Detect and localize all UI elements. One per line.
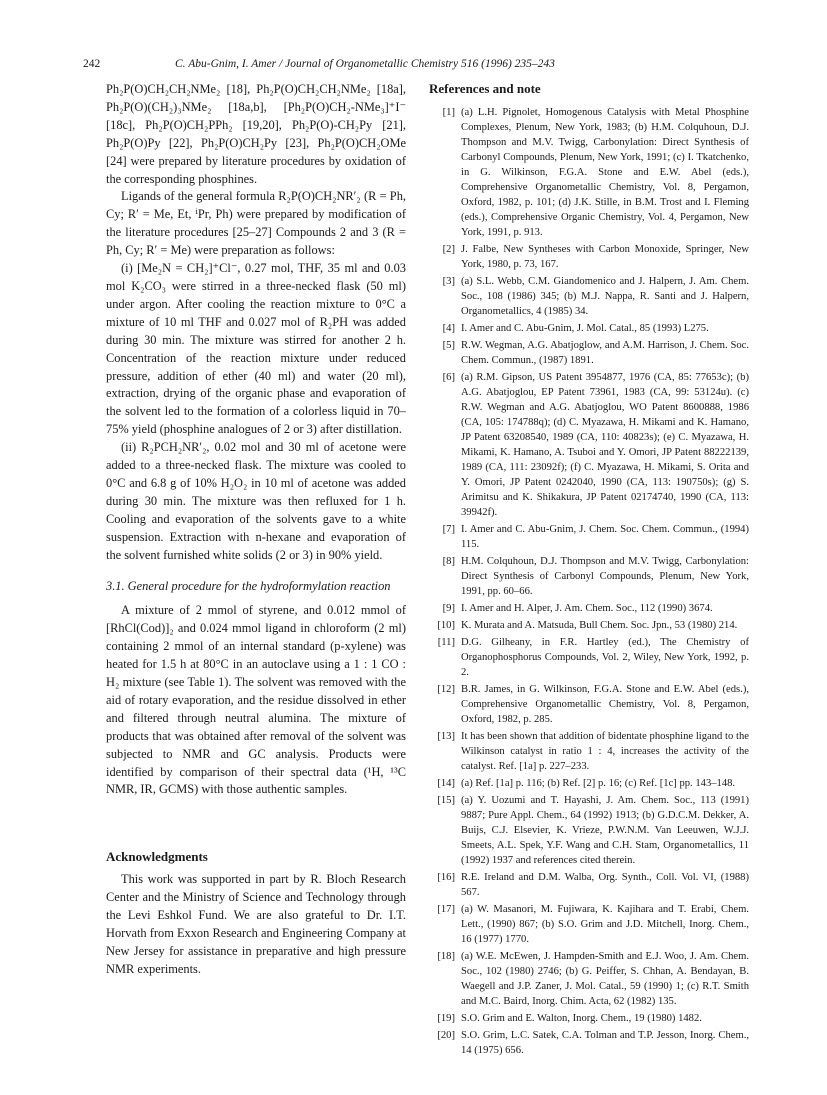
reference-text: R.W. Wegman, A.G. Abatjoglow, and A.M. Harrison, J. Chem. Soc. Chem. Commun., (1987) 1891.	[461, 340, 749, 366]
reference-item	[429, 682, 749, 727]
reference-number: [15]	[437, 795, 455, 806]
reference-text: (a) Ref. [1a] p. 116; (b) Ref. [2] p. 16; (c) Ref. [1c] pp. 143–148.	[461, 778, 736, 789]
reference-text: J. Falbe, New Syntheses with Carbon Monoxide, Springer, New York, 1980, p. 73, 167.	[461, 244, 749, 270]
reference-number: [7]	[442, 524, 455, 535]
running-head: C. Abu-Gnim, I. Amer / Journal of Organometallic Chemistry 516 (1996) 235–243	[175, 58, 555, 70]
right-column	[429, 81, 749, 1060]
acknowledgments-heading: Acknowledgments	[106, 849, 208, 865]
reference-number: [3]	[442, 276, 455, 287]
reference-number: [12]	[437, 684, 455, 695]
reference-list	[429, 105, 749, 1058]
reference-item	[429, 242, 749, 272]
acknowledgments-paragraph: This work was supported in part by R. Bloch Research Center and the Ministry of Science and Technology through the Levi Eshkol Fund. We are also grateful to Dr. I.T. Horvath from Exxon Research and Engineering Company at New Jersey for assistance in preparative and high pressure NMR experiments.	[106, 872, 406, 976]
reference-number: [5]	[442, 340, 455, 351]
reference-item	[429, 338, 749, 368]
section-heading: 3.1. General procedure for the hydroformylation reaction	[106, 579, 391, 594]
reference-number: [13]	[437, 731, 455, 742]
reference-text: D.G. Gilheany, in F.R. Hartley (ed.), The Chemistry of Organophosphorus Compounds, Vol. 2, Wiley, New York, 1992, p. 2.	[461, 637, 749, 678]
reference-item	[429, 635, 749, 680]
reference-number: [1]	[442, 107, 455, 118]
reference-text: H.M. Colquhoun, D.J. Thompson and M.V. Twigg, Carbonylation: Direct Synthesis of Carbonyl Compounds, Plenum, New York, 1991, pp. 60–66.	[461, 556, 749, 597]
reference-item	[429, 370, 749, 520]
reference-item	[429, 274, 749, 319]
reference-text: R.E. Ireland and D.M. Walba, Org. Synth., Coll. Vol. VI, (1988) 567.	[461, 872, 749, 898]
reference-number: [6]	[442, 372, 455, 383]
references-heading: References and note	[429, 81, 541, 96]
reference-item	[429, 902, 749, 947]
reference-text: (a) Y. Uozumi and T. Hayashi, J. Am. Chem. Soc., 113 (1991) 9887; Pure Appl. Chem., 64 (1992) 1913; (b) G.D.C.M. Dekker, A. Buijs, C.J. Elsevier, K. Vrieze, P.W.N.M. Van Leeuwen, W.J.J. Smeets, A.L. Spek, Y.F. Wang and C.H. Stam, Organometallics, 11 (1992) 1937 and references cited therein.	[461, 795, 749, 866]
reference-text: (a) S.L. Webb, C.M. Giandomenico and J. Halpern, J. Am. Chem. Soc., 108 (1986) 345; (b) M.J. Nappa, R. Santi and J. Halpern, Organometallics, 4 (1985) 34.	[461, 276, 749, 317]
reference-text: K. Murata and A. Matsuda, Bull Chem. Soc. Jpn., 53 (1980) 214.	[461, 620, 738, 631]
reference-text: It has been shown that addition of bidentate phosphine ligand to the Wilkinson catalyst in ratio 1 : 4, increases the activity of the catalyst. Ref. [1a] p. 227–233.	[461, 731, 749, 772]
reference-item	[429, 776, 749, 791]
reference-number: [20]	[437, 1030, 455, 1041]
reference-number: [16]	[437, 872, 455, 883]
reference-text: (a) W. Masanori, M. Fujiwara, K. Kajihara and T. Erabi, Chem. Lett., (1990) 867; (b) S.O. Grim and J.D. Mitchell, Inorg. Chem., 16 (1977) 1770.	[461, 904, 749, 945]
reference-item	[429, 793, 749, 868]
reference-number: [2]	[442, 244, 455, 255]
reference-text: (a) R.M. Gipson, US Patent 3954877, 1976 (CA, 85: 77653c); (b) A.G. Abatjoglou, EP Patent 73961, 1983 (CA, 99: 53124u). (c) R.W. Wegman and A.G. Abatjoglou, WO Patent 8600888, 1986 (CA, 105: 174788q); (d) C. Myazawa, H. Mikami and K. Hamano, JP Patent 63208540, 1989 (CA, 110: 40823s); (e) C. Myazawa, H. Mikami, K. Hamano, A. Tsuboi and Y. Omori, JP Patent 88222139, 1989 (CA, 111: 23092f); (f) C. Myazawa, H. Mikami, S. Orita and Y. Omori, JP Patent 0242040, 1990 (CA, 113: 190750s); (g) S. Arimitsu and K. Shikakura, JP Patent 02174740, 1990 (CA, 113: 39942f).	[461, 372, 749, 518]
reference-number: [19]	[437, 1013, 455, 1024]
reference-text: I. Amer and C. Abu-Gnim, J. Mol. Catal., 85 (1993) L275.	[461, 323, 709, 334]
ligand-paragraph: Ligands of the general formula R₂P(O)CH₂NR′₂ (R = Ph, Cy; R′ = Me, Et, ⁱPr, Ph) were prepared by modification of the literature procedures [25–27] Compounds 2 and 3 (R = Ph, Cy; R′ = Me) were preparation as follows:	[106, 189, 406, 258]
reference-item	[429, 601, 749, 616]
reference-item	[429, 321, 749, 336]
left-column	[106, 81, 406, 979]
reference-number: [11]	[437, 637, 455, 648]
reference-number: [9]	[442, 603, 455, 614]
reference-text: B.R. James, in G. Wilkinson, F.G.A. Stone and E.W. Abel (eds.), Comprehensive Organometallic Chemistry, Vol. 8, Pergamon, Oxford, 1982, p. 285.	[461, 684, 749, 725]
reference-text: (a) W.E. McEwen, J. Hampden-Smith and E.J. Woo, J. Am. Chem. Soc., 102 (1980) 2746; (b) G. Peiffer, S. Chhan, A. Bendayan, B. Waegell and J.P. Zaner, J. Mol. Catal., 59 (1990) 1; (c) R.T. Smith and M.C. Baird, Inorg. Chim. Acta, 62 (1982) 135.	[461, 951, 749, 1007]
reference-number: [14]	[437, 778, 455, 789]
page-number: 242	[83, 58, 101, 70]
reference-item	[429, 1011, 749, 1026]
reference-number: [4]	[442, 323, 455, 334]
reference-number: [17]	[437, 904, 455, 915]
reference-number: [8]	[442, 556, 455, 567]
reference-item	[429, 949, 749, 1009]
reference-text: (a) L.H. Pignolet, Homogenous Catalysis with Metal Phosphine Complexes, Plenum, New York, 1983; (b) H.M. Colquhoun, D.J. Thompson and M.V. Twigg, Carbonylation: Direct Synthesis of Carbonyl Compounds, Plenum, New York, 1991; (c) I. Tkatchenko, in G. Wilkinson, F.G.A. Stone and E.W. Abel (eds.), Comprehensive Organometallic Chemistry, Vol. 8, Pergamon, Oxford, 1982, p. 101; (d) J.K. Stille, in B.M. Trost and I. Fleming (eds.), Comprehensive Organic Chemistry, Vol. 4, Pergamon, New York, 1991, p. 913.	[461, 107, 749, 238]
procedure-step-ii: (ii) R₂PCH₂NR′₂, 0.02 mol and 30 ml of acetone were added to a three-necked flask. The mixture was cooled to 0°C and 6.8 g of 10% H₂O₂ in 10 ml of acetone was added during 30 min. The mixture was then refluxed for 1 h. Cooling and evaporation of the solvents gave to a white suspension. Extraction with n-hexane and evaporation of the solvent furnished white solids (2 or 3) in 90% yield.	[106, 440, 406, 562]
reference-number: [18]	[437, 951, 455, 962]
reference-text: I. Amer and C. Abu-Gnim, J. Chem. Soc. Chem. Commun., (1994) 115.	[461, 524, 749, 550]
reference-item	[429, 618, 749, 633]
reference-item	[429, 105, 749, 240]
compound-list-paragraph: Ph₂P(O)CH₂CH₂NMe₂ [18], Ph₂P(O)CH₂CH₂NMe₂ [18a], Ph₂P(O)(CH₂)₃NMe₂ [18a,b], [Ph₂P(O)CH₂-NMe₃]⁺I⁻ [18c], Ph₂P(O)CH₂PPh₂ [19,20], Ph₂P(O)-CH₂Py [21], Ph₂P(O)Py [22], Ph₂P(O)CH₂Py [23], Ph₂P(O)CH₂OMe [24] were prepared by literature procedures by oxidation of the corresponding phosphines.	[106, 82, 406, 186]
reference-item	[429, 729, 749, 774]
reference-text: S.O. Grim, L.C. Satek, C.A. Tolman and T.P. Jesson, Inorg. Chem., 14 (1975) 656.	[461, 1030, 749, 1056]
procedure-step-i: (i) [Me₂N = CH₂]⁺Cl⁻, 0.27 mol, THF, 35 ml and 0.03 mol K₂CO₃ were stirred in a three-necked flask (50 ml) under argon. After cooling the reaction mixture to 0°C a mixture of 10 ml THF and 0.027 mol of R₂PH was added during 30 min. The mixture was stirred for another 2 h. Concentration of the reaction mixture under reduced pressure, addition of ether (40 ml) and water (20 ml), extraction, drying of the organic phase and evaporation of the solvent led to the formation of a colorless liquid in 70–75% yield (phosphine analogues of 2 or 3) after distillation.	[106, 261, 406, 437]
reference-item	[429, 870, 749, 900]
reference-item	[429, 522, 749, 552]
hydroformylation-paragraph: A mixture of 2 mmol of styrene, and 0.012 mmol of [RhCl(Cod)]₂ and 0.024 mmol ligand in chloroform (2 ml) containing 2 mmol of an internal standard (p-xylene) was heated for 1.5 h at 80°C in an autoclave using a 1 : 1 CO : H₂ mixture (see Table 1). The solvent was removed with the aid of rotary evaporation, and the residue dissolved in ether and filtered through neutral alumina. The mixture of products that was obtained after removal of the solvent was subjected to NMR and GC analysis. Products were identified by comparison of their spectral data (¹H, ¹³C NMR, IR, GCMS) with those authentic samples.	[106, 603, 406, 797]
reference-text: I. Amer and H. Alper, J. Am. Chem. Soc., 112 (1990) 3674.	[461, 603, 713, 614]
reference-number: [10]	[437, 620, 455, 631]
reference-text: S.O. Grim and E. Walton, Inorg. Chem., 19 (1980) 1482.	[461, 1013, 702, 1024]
page-header	[83, 58, 743, 74]
reference-item	[429, 1028, 749, 1058]
reference-item	[429, 554, 749, 599]
